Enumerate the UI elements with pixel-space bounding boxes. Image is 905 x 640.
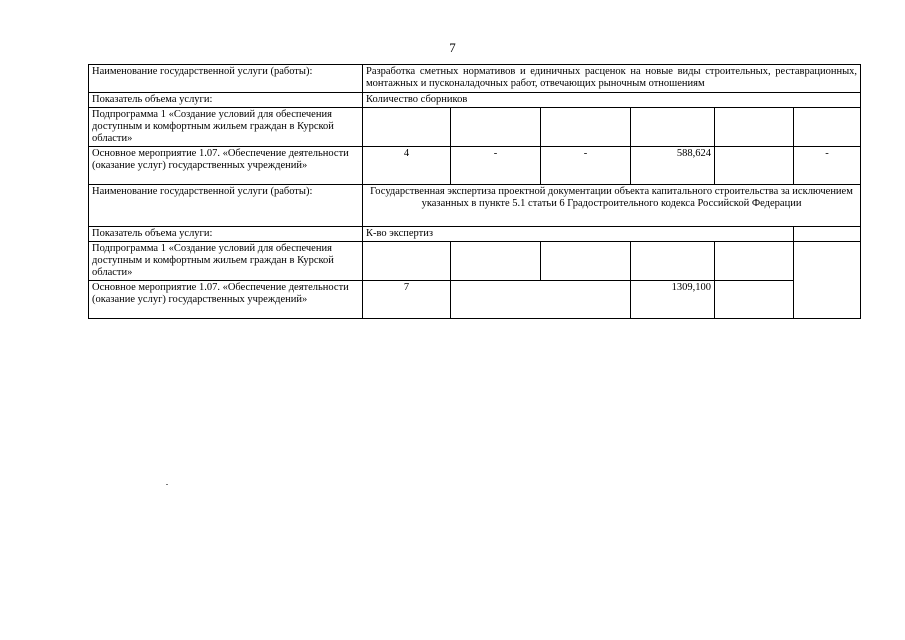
section1-value-cell: 588,624 [631, 147, 715, 185]
section2-service-label: Наименование государственной услуги (работы): [89, 185, 363, 227]
scan-speck [166, 484, 168, 485]
section2-activity-row [89, 281, 861, 319]
section2-value-cell: 7 [363, 281, 451, 319]
section2-subprogram-cell [541, 242, 631, 281]
section1-indicator-row [89, 93, 861, 108]
section2-subprogram-cell [631, 242, 715, 281]
section1-value-cell: - [541, 147, 631, 185]
section2-subprogram-label: Подпрограмма 1 «Создание условий для обеспечения доступным и комфортным жильем граждан в Курской области» [89, 242, 363, 281]
section1-subprogram-cell [715, 108, 794, 147]
section2-indicator-row [89, 227, 861, 242]
section1-service-label: Наименование государственной услуги (работы): [89, 65, 363, 93]
services-table [88, 64, 861, 319]
section1-indicator-value: Количество сборников [363, 93, 861, 108]
section2-indicator-cell [794, 227, 861, 242]
section1-subprogram-row [89, 108, 861, 147]
section1-subprogram-label: Подпрограмма 1 «Создание условий для обеспечения доступным и комфортным жильем граждан в Курской области» [89, 108, 363, 147]
section2-service-value: Государственная экспертиза проектной документации объекта капитального строительства за исключением указанных в пункте 5.1 статьи 6 Градостроительного кодекса Российской Федерации [363, 185, 861, 227]
section1-subprogram-cell [541, 108, 631, 147]
section1-activity-label: Основное мероприятие 1.07. «Обеспечение деятельности (оказание услуг) государственных учреждений» [89, 147, 363, 185]
section1-activity-row [89, 147, 861, 185]
page-number: 7 [449, 40, 456, 55]
section2-subprogram-cell [451, 242, 541, 281]
section1-indicator-label: Показатель объема услуги: [89, 93, 363, 108]
section1-subprogram-cell [363, 108, 451, 147]
section1-value-cell: 4 [363, 147, 451, 185]
section2-last-cell [794, 242, 861, 319]
section1-subprogram-cell [631, 108, 715, 147]
section2-value-cell [451, 281, 631, 319]
section2-service-row [89, 185, 861, 227]
section1-value-cell: - [451, 147, 541, 185]
section2-activity-label: Основное мероприятие 1.07. «Обеспечение деятельности (оказание услуг) государственных учреждений» [89, 281, 363, 319]
section1-value-cell: - [794, 147, 861, 185]
section1-subprogram-cell [451, 108, 541, 147]
section2-subprogram-cell [363, 242, 451, 281]
section1-subprogram-cell [794, 108, 861, 147]
section1-service-row [89, 65, 861, 93]
section2-value-cell: 1309,100 [631, 281, 715, 319]
section2-value-cell [715, 281, 794, 319]
section1-service-value: Разработка сметных нормативов и единичных расценок на новые виды строительных, реставрационных, монтажных и пусконаладочных работ, отвечающих рыночным отношениям [363, 65, 861, 93]
section1-value-cell [715, 147, 794, 185]
section2-subprogram-row [89, 242, 861, 281]
section2-subprogram-cell [715, 242, 794, 281]
section2-indicator-label: Показатель объема услуги: [89, 227, 363, 242]
section2-indicator-value: К-во экспертиз [363, 227, 794, 242]
